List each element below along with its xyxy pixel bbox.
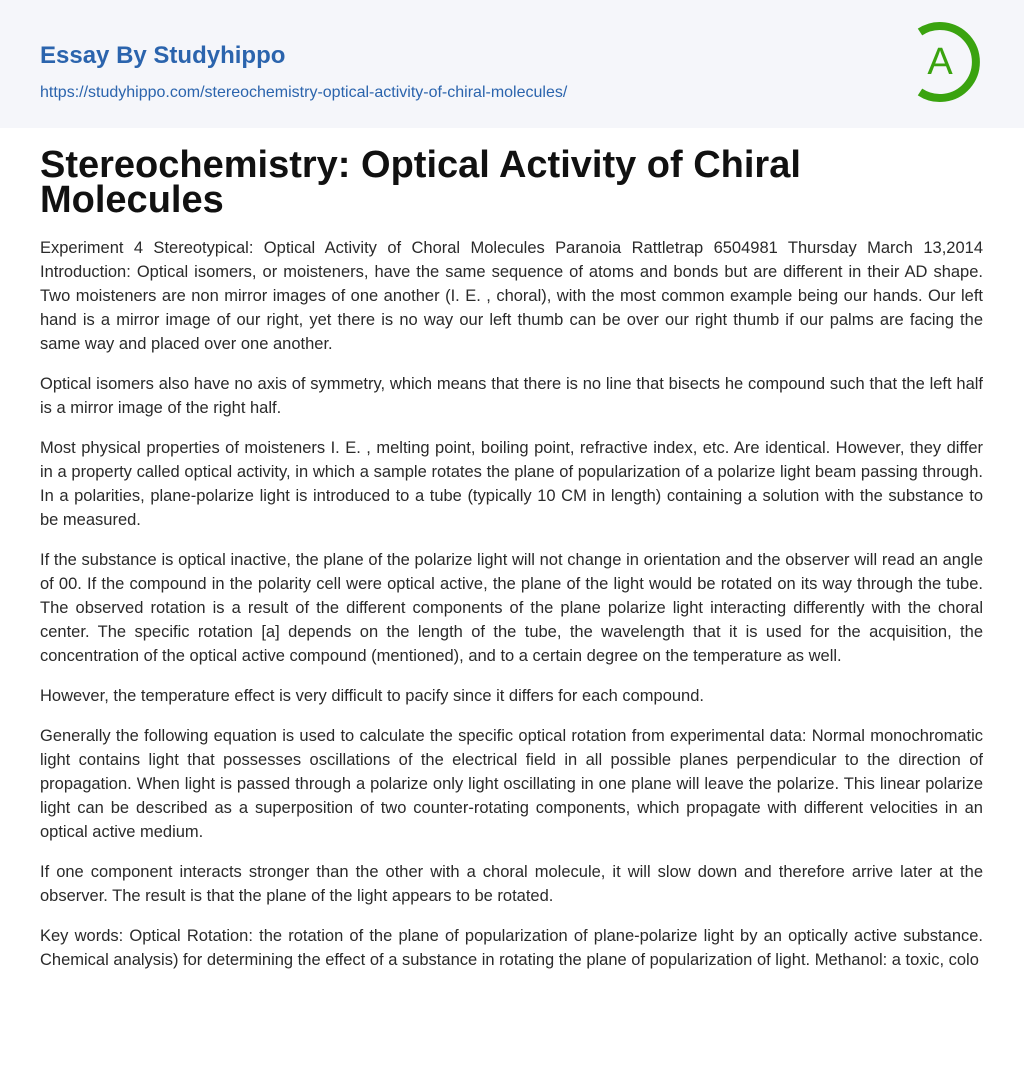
paragraph: However, the temperature effect is very difficult to pacify since it differs for each compound. [40,687,704,705]
brand-title: Essay By Studyhippo [40,42,286,69]
paragraph: If one component interacts stronger than the other with a choral molecule, it will slow down and therefore arrive later at the observer. The result is that the plane of the light appears to be rotated. [40,863,983,905]
paragraph: Experiment 4 Stereotypical: Optical Activity of Choral Molecules Paranoia Rattletrap 6504981 Thursday March 13,2014 Introduction: Optical isomers, or moisteners, have the same sequence of atoms and bonds but are different in their AD shape. Two moisteners are non mirror images of one another (I. E. , choral), with the most common example being our hands. Our left hand is a mirror image of our right, yet there is no way our left thumb can be over our right thumb if our palms are facing the same way and placed over one another. [40,239,983,353]
svg-text:A: A [927,41,953,83]
paragraph: Generally the following equation is used to calculate the specific optical rotation from experimental data: Normal monochromatic light contains light that possesses oscillations of the electrical field in all possible planes perpendicular to the direction of propagation. When light is passed through a polarize only light oscillating in one plane will leave the polarize. This linear polarize light can be described as a superposition of two counter-rotating components, which propagate with different velocities in an optical active medium. [40,727,983,841]
paragraph: If the substance is optical inactive, the plane of the polarize light will not change in orientation and the observer will read an angle of 00. If the compound in the polarity cell were optical active, the plane of the light would be rotated on its way through the tube. The observed rotation is a result of the different components of the plane polarize light interacting differently with the choral center. The specific rotation [a] depends on the length of the tube, the wavelength that it is used for the acquisition, the concentration of the optical active compound (mentioned), and to a certain degree on the temperature as well. [40,551,983,665]
studyhippo-logo-icon [910,18,986,106]
site-header [0,0,1024,128]
article-body [40,236,983,988]
essay-url-link[interactable]: https://studyhippo.com/stereochemistry-optical-activity-of-chiral-molecules/ [40,84,568,101]
paragraph: Optical isomers also have no axis of symmetry, which means that there is no line that bisects he compound such that the left half is a mirror image of the right half. [40,375,983,417]
article-title: Stereochemistry: Optical Activity of Chiral Molecules [40,144,801,221]
paragraph: Most physical properties of moisteners I. E. , melting point, boiling point, refractive index, etc. Are identical. However, they differ in a property called optical activity, in which a sample rotates the plane of popularization of a polarize light beam passing through. In a polarities, plane-polarize light is introduced to a tube (typically 10 CM in length) containing a solution with the substance to be measured. [40,439,983,529]
paragraph: Key words: Optical Rotation: the rotation of the plane of popularization of plane-polarize light by an optically active substance. Chemical analysis) for determining the effect of a substance in rotating the plane of popularization of light. Methanol: a toxic, colo [40,927,983,969]
